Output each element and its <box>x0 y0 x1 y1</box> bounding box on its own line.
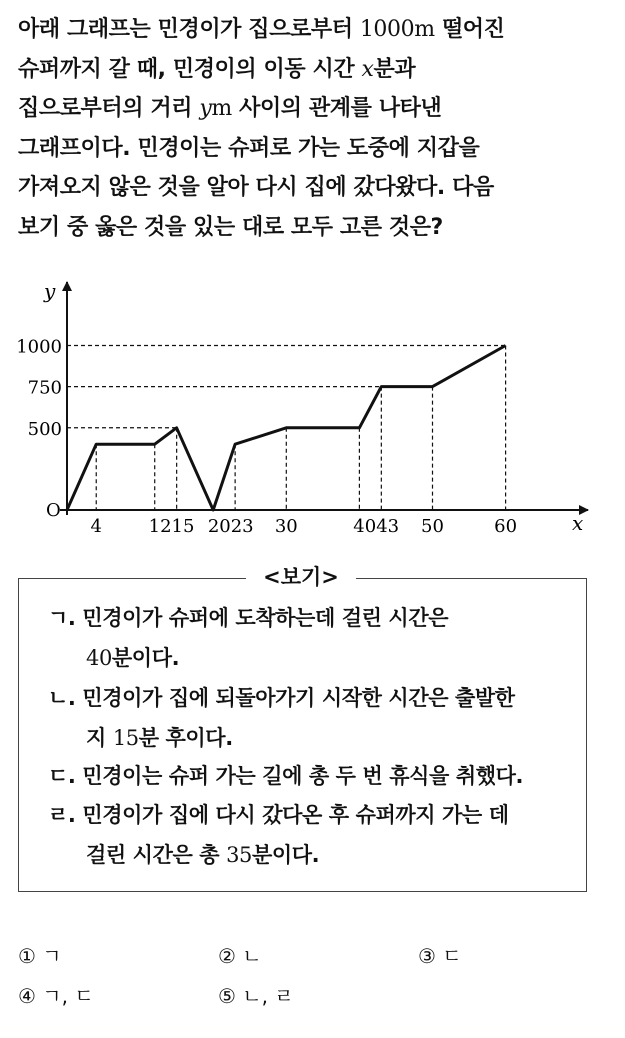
x-tick-label: 4 <box>90 516 102 537</box>
x-tick-label: 60 <box>494 516 518 537</box>
choice-3[interactable]: ③ ㄷ <box>418 944 462 968</box>
x-tick-label: 50 <box>421 516 444 537</box>
x-axis-label: x <box>572 511 584 535</box>
choice-5[interactable]: ⑤ ㄴ, ㄹ <box>218 984 294 1008</box>
question-line-5: 가져오지 않은 것을 알아 다시 집에 갔다왔다. 다음 <box>18 175 494 200</box>
statement-rieul: ㄹ. 민경이가 집에 다시 갔다온 후 슈퍼까지 가는 데 걸린 시간은 총 35분이다. <box>48 803 509 867</box>
origin-label: O <box>46 500 61 521</box>
x-tick-label: 2023 <box>207 516 254 537</box>
x-tick-label: 4043 <box>353 516 400 537</box>
y-tick-label: 500 <box>27 418 62 440</box>
question-line-1: 아래 그래프는 민경이가 집으로부터 1000m 떨어진 <box>18 17 505 42</box>
question-line-3: 집으로부터의 거리 ym 사이의 관계를 나타낸 <box>18 96 442 121</box>
question-line-2: 슈퍼까지 갈 때, 민경이의 이동 시간 x분과 <box>18 56 416 82</box>
x-tick-label: 30 <box>274 516 298 537</box>
bogi-title: <보기> <box>246 562 356 592</box>
choice-2[interactable]: ② ㄴ <box>218 944 262 968</box>
y-tick-label: 750 <box>27 377 62 399</box>
y-tick-label: 1000 <box>16 336 62 358</box>
y-axis-label: y <box>44 279 56 303</box>
question-line-6: 보기 중 옳은 것을 있는 대로 모두 고른 것은? <box>18 214 443 240</box>
choice-1[interactable]: ① ㄱ <box>18 944 62 968</box>
distance-time-graph <box>0 270 625 540</box>
statement-nieun: ㄴ. 민경이가 집에 되돌아가기 시작한 시간은 출발한 지 15분 후이다. <box>48 686 515 750</box>
statement-digeut: ㄷ. 민경이는 슈퍼 가는 길에 총 두 번 휴식을 취했다. <box>48 764 524 788</box>
question-line-4: 그래프이다. 민경이는 슈퍼로 가는 도중에 지갑을 <box>18 135 480 161</box>
question-text <box>18 10 613 247</box>
statement-giyeok: ㄱ. 민경이가 슈퍼에 도착하는데 걸린 시간은 40분이다. <box>48 606 449 670</box>
choice-4[interactable]: ④ ㄱ, ㄷ <box>18 984 94 1008</box>
x-tick-label: 1215 <box>148 516 195 537</box>
